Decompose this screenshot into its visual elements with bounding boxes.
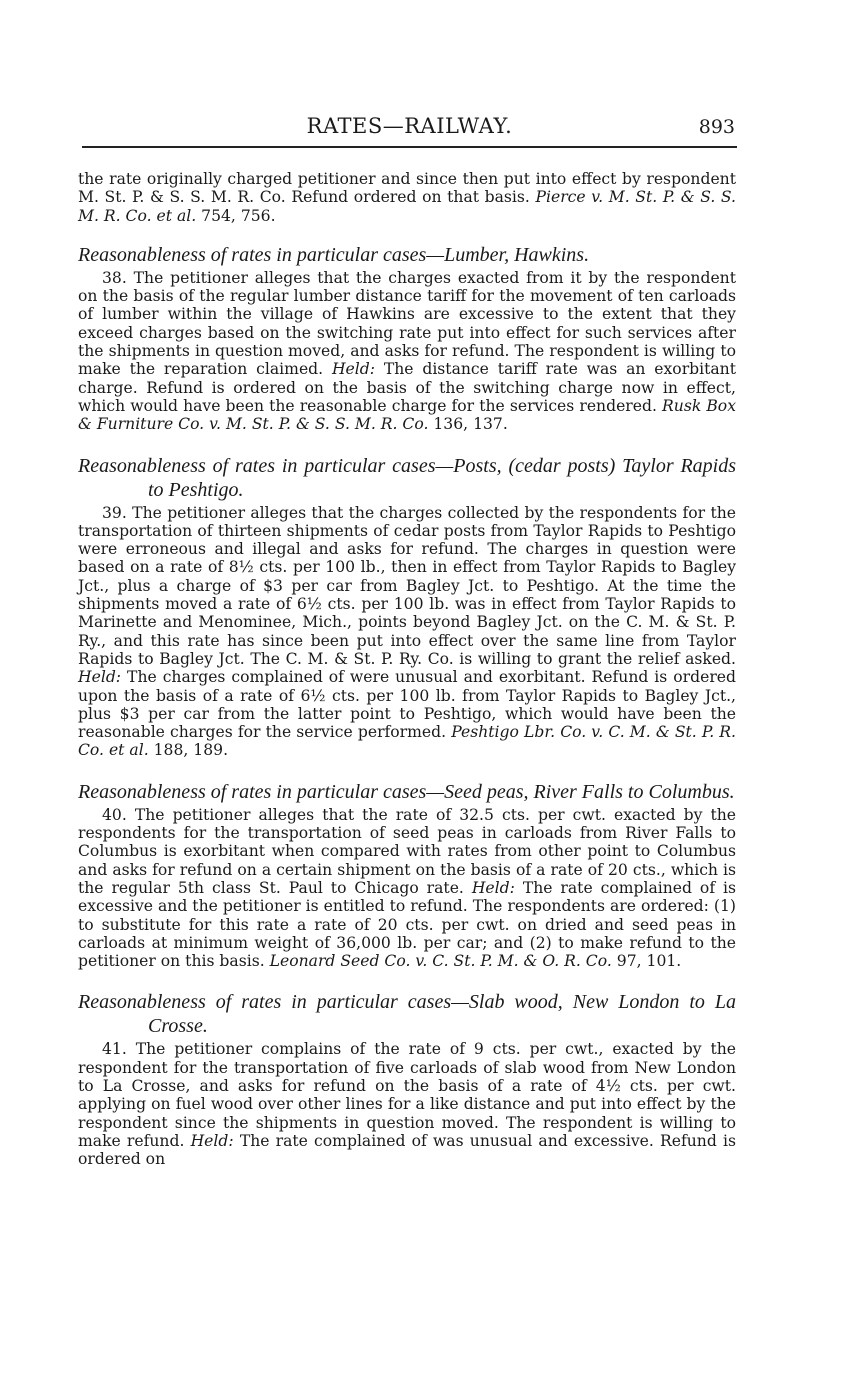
paragraph-number: 39. bbox=[102, 503, 127, 522]
paragraph-text: The petitioner alleges that the charges collected by the respondents for the transportation of thirteen shipments of cedar posts from Taylor Rapids to Peshtigo were erroneous and illegal and asks for refund. The charges in question were based on a rate of 8½ cts. per 100 lb., then in effect from Taylor Rapids to Bagley Jct., plus a charge of $3 per car from Bagley Jct. to Peshtigo. At the time the shipments moved a rate of 6½ cts. per 100 lb. was in effect from Taylor Rapids to Marinette and Menominee, Mich., points beyond Bagley Jct. on the C. M. & St. P. Ry., and this rate has since been put into effect over the same line from Taylor Rapids to Bagley Jct. The C. M. & St. P. Ry. Co. is willing to grant the relief asked. bbox=[78, 503, 736, 668]
case-pages: 188, 189. bbox=[153, 741, 229, 760]
paragraph-number: 40. bbox=[102, 805, 127, 824]
paragraph-holding: The rate complained of was unusual and excessive. Refund is ordered on bbox=[78, 1131, 736, 1169]
section-paragraph bbox=[78, 504, 736, 760]
section-heading: Reasonableness of rates in particular cases—Slab wood, New London to La Crosse. bbox=[78, 991, 736, 1038]
intro-pages: 754, 756. bbox=[201, 206, 276, 225]
held-label: Held: bbox=[331, 360, 376, 379]
paragraph-holding: The rate complained of is excessive and the petitioner is entitled to refund. The respondents are ordered: (1) to substitute for this rate a rate of 20 cts. per cwt. on dried and seed peas in carloads at minimum weight of 36,000 lb. per car; and (2) to make refund to the petitioner on this basis. bbox=[78, 878, 737, 971]
section-paragraph bbox=[78, 269, 736, 434]
running-title: RATES—RAILWAY. bbox=[306, 114, 513, 138]
paragraph-text: The petitioner complains of the rate of 9 cts. per cwt., exacted by the respondent for the transportation of five carloads of slab wood from New London to La Crosse, and asks for refund on the basis of a rate of 4½ cts. per cwt. applying on fuel wood over other lines for a like distance and put into effect by the respondent since the shipments in question moved. The respondent is willing to make refund. bbox=[78, 1040, 736, 1150]
paragraph-number: 41. bbox=[102, 1040, 127, 1059]
paragraph-holding: The distance tariff rate was an exorbitant charge. Refund is ordered on the basis of the switching charge now in effect, which would have been the reasonable charge for the services rendered. bbox=[78, 360, 736, 415]
intro-citation: Pierce v. M. St. P. & S. S. M. R. Co. et al. bbox=[78, 188, 736, 225]
held-label: Held: bbox=[190, 1131, 234, 1150]
header-rule bbox=[82, 146, 737, 148]
section-paragraph bbox=[78, 1040, 736, 1168]
section-heading: Reasonableness of rates in particular cases—Seed peas, River Falls to Columbus. bbox=[78, 780, 735, 803]
intro-text: the rate originally charged petitioner and since then put into effect by respondent M. St. P. & S. S. M. R. Co. Refund ordered on that basis. bbox=[78, 170, 736, 207]
case-pages: 136, 137. bbox=[433, 415, 508, 434]
page-body bbox=[78, 170, 736, 1168]
paragraph-text: The petitioner alleges that the rate of 32.5 cts. per cwt. exacted by the respondents for the transportation of seed peas in carloads from River Falls to Columbus is exorbitant when compared with rates from other point to Columbus and asks for refund on a certain shipment on the basis of a rate of 20 cts., which is the regular 5th class St. Paul to Chicago rate. bbox=[78, 805, 736, 897]
section-paragraph bbox=[78, 806, 736, 971]
held-label: Held: bbox=[78, 668, 122, 687]
page-number: 893 bbox=[698, 116, 735, 138]
intro-paragraph bbox=[78, 170, 736, 225]
paragraph-text: The petitioner alleges that the charges exacted from it by the respondent on the basis of the regular lumber distance tariff for the movement of ten carloads of lumber within the village of Hawkins are excessive to the extent that they exceed charges based on the switching rate put into effect for such services after the shipments in question moved, and asks for refund. The respondent is willing to make the reparation claimed. bbox=[78, 268, 736, 379]
section-heading: Reasonableness of rates in particular cases—Posts, (cedar posts) Taylor Rapids to Peshtigo. bbox=[78, 454, 736, 501]
section-heading: Reasonableness of rates in particular cases—Lumber, Hawkins. bbox=[78, 243, 590, 266]
paragraph-number: 38. bbox=[102, 268, 127, 287]
held-label: Held: bbox=[471, 878, 515, 897]
paragraph-holding: The charges complained of were unusual and exorbitant. Refund is ordered upon the basis of a rate of 6½ cts. per 100 lb. from Taylor Rapids to Bagley Jct., plus $3 per car from the latter point to Peshtigo, which would have been the reasonable charges for the service performed. bbox=[78, 668, 736, 742]
case-citation: Leonard Seed Co. v. C. St. P. M. & O. R. Co. bbox=[269, 952, 612, 971]
page-header bbox=[82, 112, 737, 148]
case-pages: 97, 101. bbox=[616, 952, 682, 971]
case-citation: Peshtigo Lbr. Co. v. C. M. & St. P. R. Co. et al. bbox=[78, 723, 736, 760]
case-citation: Rusk Box & Furniture Co. v. M. St. P. & S. S. M. R. Co. bbox=[78, 396, 736, 434]
